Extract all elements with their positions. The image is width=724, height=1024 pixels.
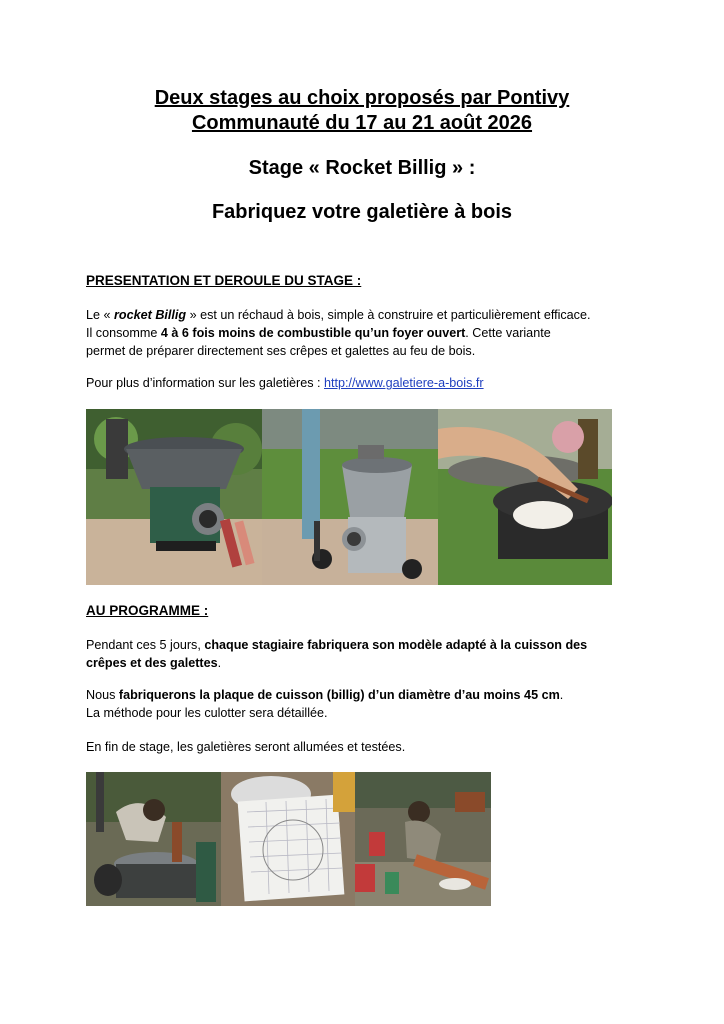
text-span: . Cette variante — [465, 326, 551, 340]
stage-subtitle: Fabriquez votre galetière à bois — [211, 201, 513, 223]
text-span-bold: chaque stagiaire fabriquera son modèle adapté à la cuisson des — [204, 638, 588, 652]
presentation-line-2 — [86, 324, 646, 342]
photo-drawing-plan — [221, 772, 355, 906]
text-span: . — [217, 656, 222, 670]
text-span: » est un réchaud à bois, simple à construire et particulièrement efficace. — [186, 308, 591, 322]
title-line-1: Deux stages au choix proposés par Pontivy — [154, 87, 570, 109]
photo-cutting-pipes — [355, 772, 491, 906]
text-span-bold: fabriquerons la plaque de cuisson (billig) d’un diamètre d’au moins 45 cm — [118, 688, 560, 702]
programme-line-1 — [86, 636, 646, 654]
presentation-line-1 — [86, 306, 646, 324]
galetiere-website-link[interactable]: http://www.galetiere-a-bois.fr — [324, 376, 484, 390]
text-span: Il consomme — [86, 326, 161, 340]
programme-paragraph-2 — [86, 686, 646, 722]
presentation-heading: PRESENTATION ET DEROULE DU STAGE : — [86, 273, 362, 288]
info-paragraph — [86, 374, 646, 392]
photo-strip-1 — [86, 409, 612, 585]
photo-stove-rusty — [86, 409, 262, 585]
photo-welding-workshop — [86, 772, 221, 906]
info-text: Pour plus d’information sur les galetières : — [86, 376, 324, 390]
text-span: Nous — [86, 688, 119, 702]
text-span-bold-italic: rocket Billig — [114, 308, 187, 322]
programme-paragraph-3: En fin de stage, les galetières seront allumées et testées. — [86, 740, 406, 754]
title-block — [0, 86, 724, 225]
programme-heading: AU PROGRAMME : — [86, 603, 209, 618]
stage-title: Stage « Rocket Billig » : — [248, 157, 476, 179]
title-line-2: Communauté du 17 au 21 août 2026 — [191, 112, 533, 134]
programme-line-4: La méthode pour les culotter sera détaillée. — [86, 706, 328, 720]
programme-line-3 — [86, 686, 646, 704]
photo-stove-cart — [262, 409, 438, 585]
text-span: Pendant ces 5 jours, — [86, 638, 205, 652]
photo-cooking-galette — [438, 409, 612, 585]
text-span-bold: crêpes et des galettes — [86, 656, 218, 670]
presentation-line-3: permet de préparer directement ses crêpes et galettes au feu de bois. — [86, 344, 476, 358]
photo-strip-2 — [86, 772, 491, 906]
programme-paragraph-1 — [86, 636, 646, 672]
text-span: Le « — [86, 308, 115, 322]
text-span-bold: 4 à 6 fois moins de combustible qu’un foyer ouvert — [160, 326, 466, 340]
text-span: . — [559, 688, 564, 702]
presentation-paragraph — [86, 306, 646, 360]
programme-line-2 — [86, 654, 646, 672]
